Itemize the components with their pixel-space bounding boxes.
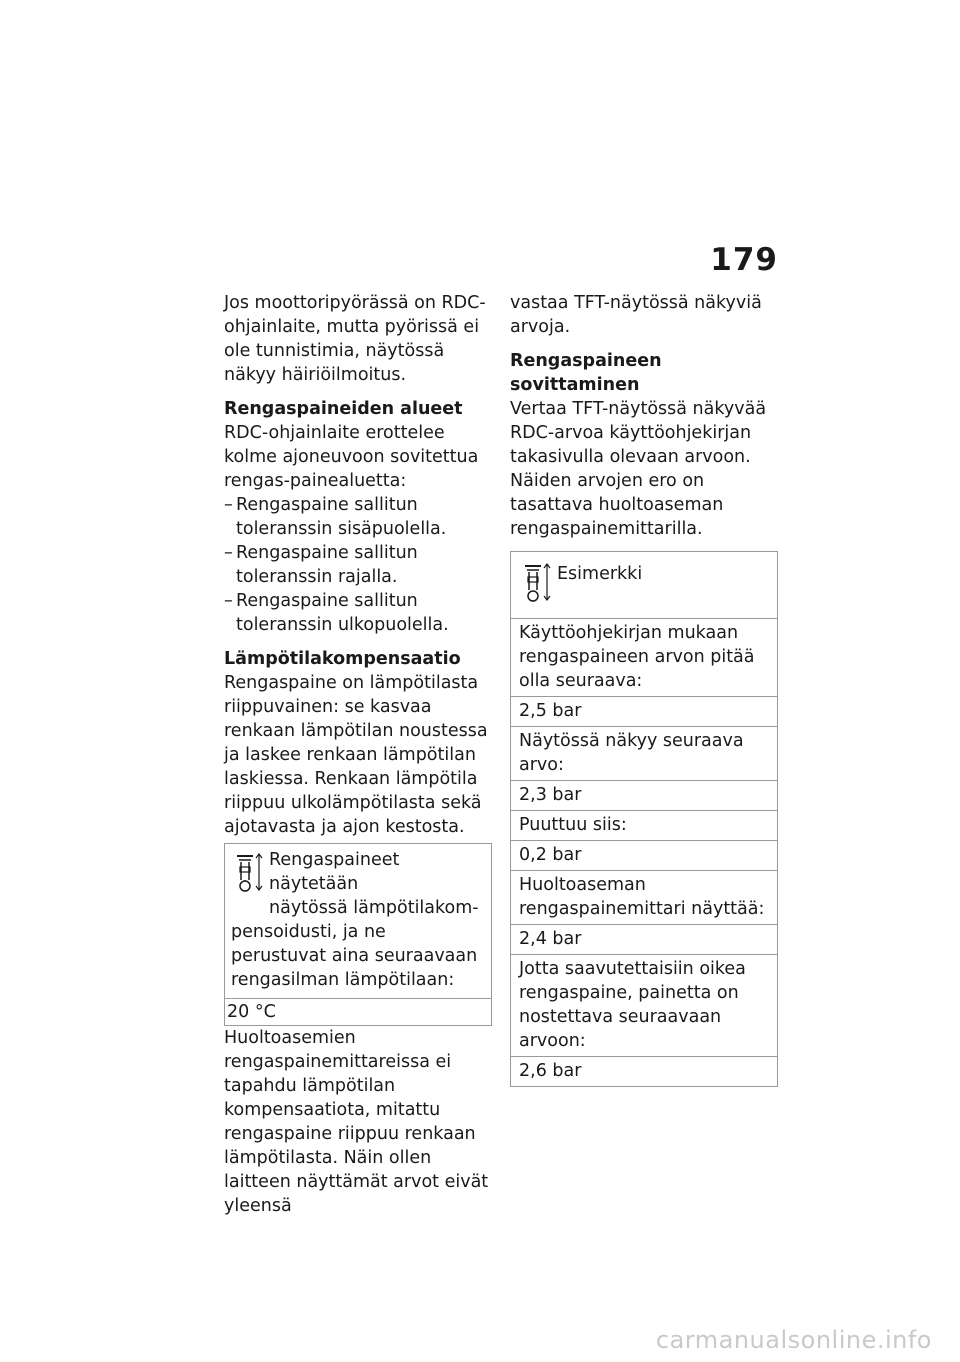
note-value-cell: 20 °C: [225, 998, 491, 1025]
left-column: [224, 291, 492, 1228]
example-title: Esimerkki: [557, 564, 643, 584]
list-item: – Rengaspaine sallitun toleranssin ulkopuolella.: [224, 591, 449, 635]
example-head-cell: [511, 552, 777, 618]
outro-paragraph: Huoltoasemien rengaspainemittareissa ei tapahdu lämpötilan kompensaatiota, mitattu rengaspaine riippuu renkaan lämpötilasta. Näin ollen laitteen näyttämät arvot eivät yleensä: [224, 1028, 489, 1216]
intro-paragraph: Jos moottoripyörässä on RDC-ohjainlaite, mutta pyörissä ei ole tunnistimia, näytössä näkyy häiriöilmoitus.: [224, 293, 486, 385]
table-row: Käyttöohjekirjan mukaan rengaspaineen arvon pitää olla seuraava:: [511, 618, 777, 696]
table-row: 0,2 bar: [511, 840, 777, 870]
table-row: 2,6 bar: [511, 1056, 777, 1086]
temp-heading: Lämpötilakompensaatio: [224, 649, 461, 669]
table-row: 2,3 bar: [511, 780, 777, 810]
adjust-text: Vertaa TFT-näytössä näkyvää RDC-arvoa käyttöohjekirjan takasivulla olevaan arvoon. Näiden arvojen ero on tasattava huoltoaseman rengaspainemittarilla.: [510, 399, 767, 539]
temp-text: Rengaspaine on lämpötilasta riippuvainen: se kasvaa renkaan lämpötilan noustessa ja laskee renkaan lämpötilan laskiessa. Renkaan lämpötila riippuu ulkolämpötilasta sekä ajotavasta ja ajon kestosta.: [224, 673, 488, 837]
note-text-cell: [225, 844, 491, 998]
table-row: Huoltoaseman rengaspainemittari näyttää:: [511, 870, 777, 924]
example-table: [510, 551, 778, 1087]
page-number: 179: [710, 242, 778, 278]
temperature-note: [224, 843, 492, 1026]
right-column: [510, 291, 778, 1087]
adjust-heading: Rengaspaineen sovittaminen: [510, 351, 662, 395]
table-row: 2,5 bar: [511, 696, 777, 726]
note-rest: pensoidusti, ja ne perustuvat aina seuraavaan rengasilman lämpötilaan:: [231, 922, 478, 990]
list-item: – Rengaspaine sallitun toleranssin rajalla.: [224, 543, 418, 587]
table-row: 2,4 bar: [511, 924, 777, 954]
list-item: – Rengaspaine sallitun toleranssin sisäpuolella.: [224, 495, 447, 539]
table-row: Jotta saavutettaisiin oikea rengaspaine, painetta on nostettava seuraavaan arvoon:: [511, 954, 777, 1056]
note-line-1: Rengaspaineet näytetään: [269, 850, 400, 894]
table-row: Näytössä näkyy seuraava arvo:: [511, 726, 777, 780]
ranges-text: RDC-ohjainlaite erottelee kolme ajoneuvoon sovitettua rengas-painealuetta:: [224, 423, 479, 491]
ranges-list: [224, 493, 492, 637]
table-row: Puuttuu siis:: [511, 810, 777, 840]
note-line-2: näytössä lämpötilakom-: [269, 898, 479, 918]
ranges-heading: Rengaspaineiden alueet: [224, 399, 463, 419]
tire-gauge-icon: [231, 850, 267, 898]
continuation-paragraph: vastaa TFT-näytössä näkyviä arvoja.: [510, 293, 762, 337]
watermark: carmanualsonline.info: [655, 1326, 932, 1354]
tire-gauge-icon: [519, 560, 555, 608]
